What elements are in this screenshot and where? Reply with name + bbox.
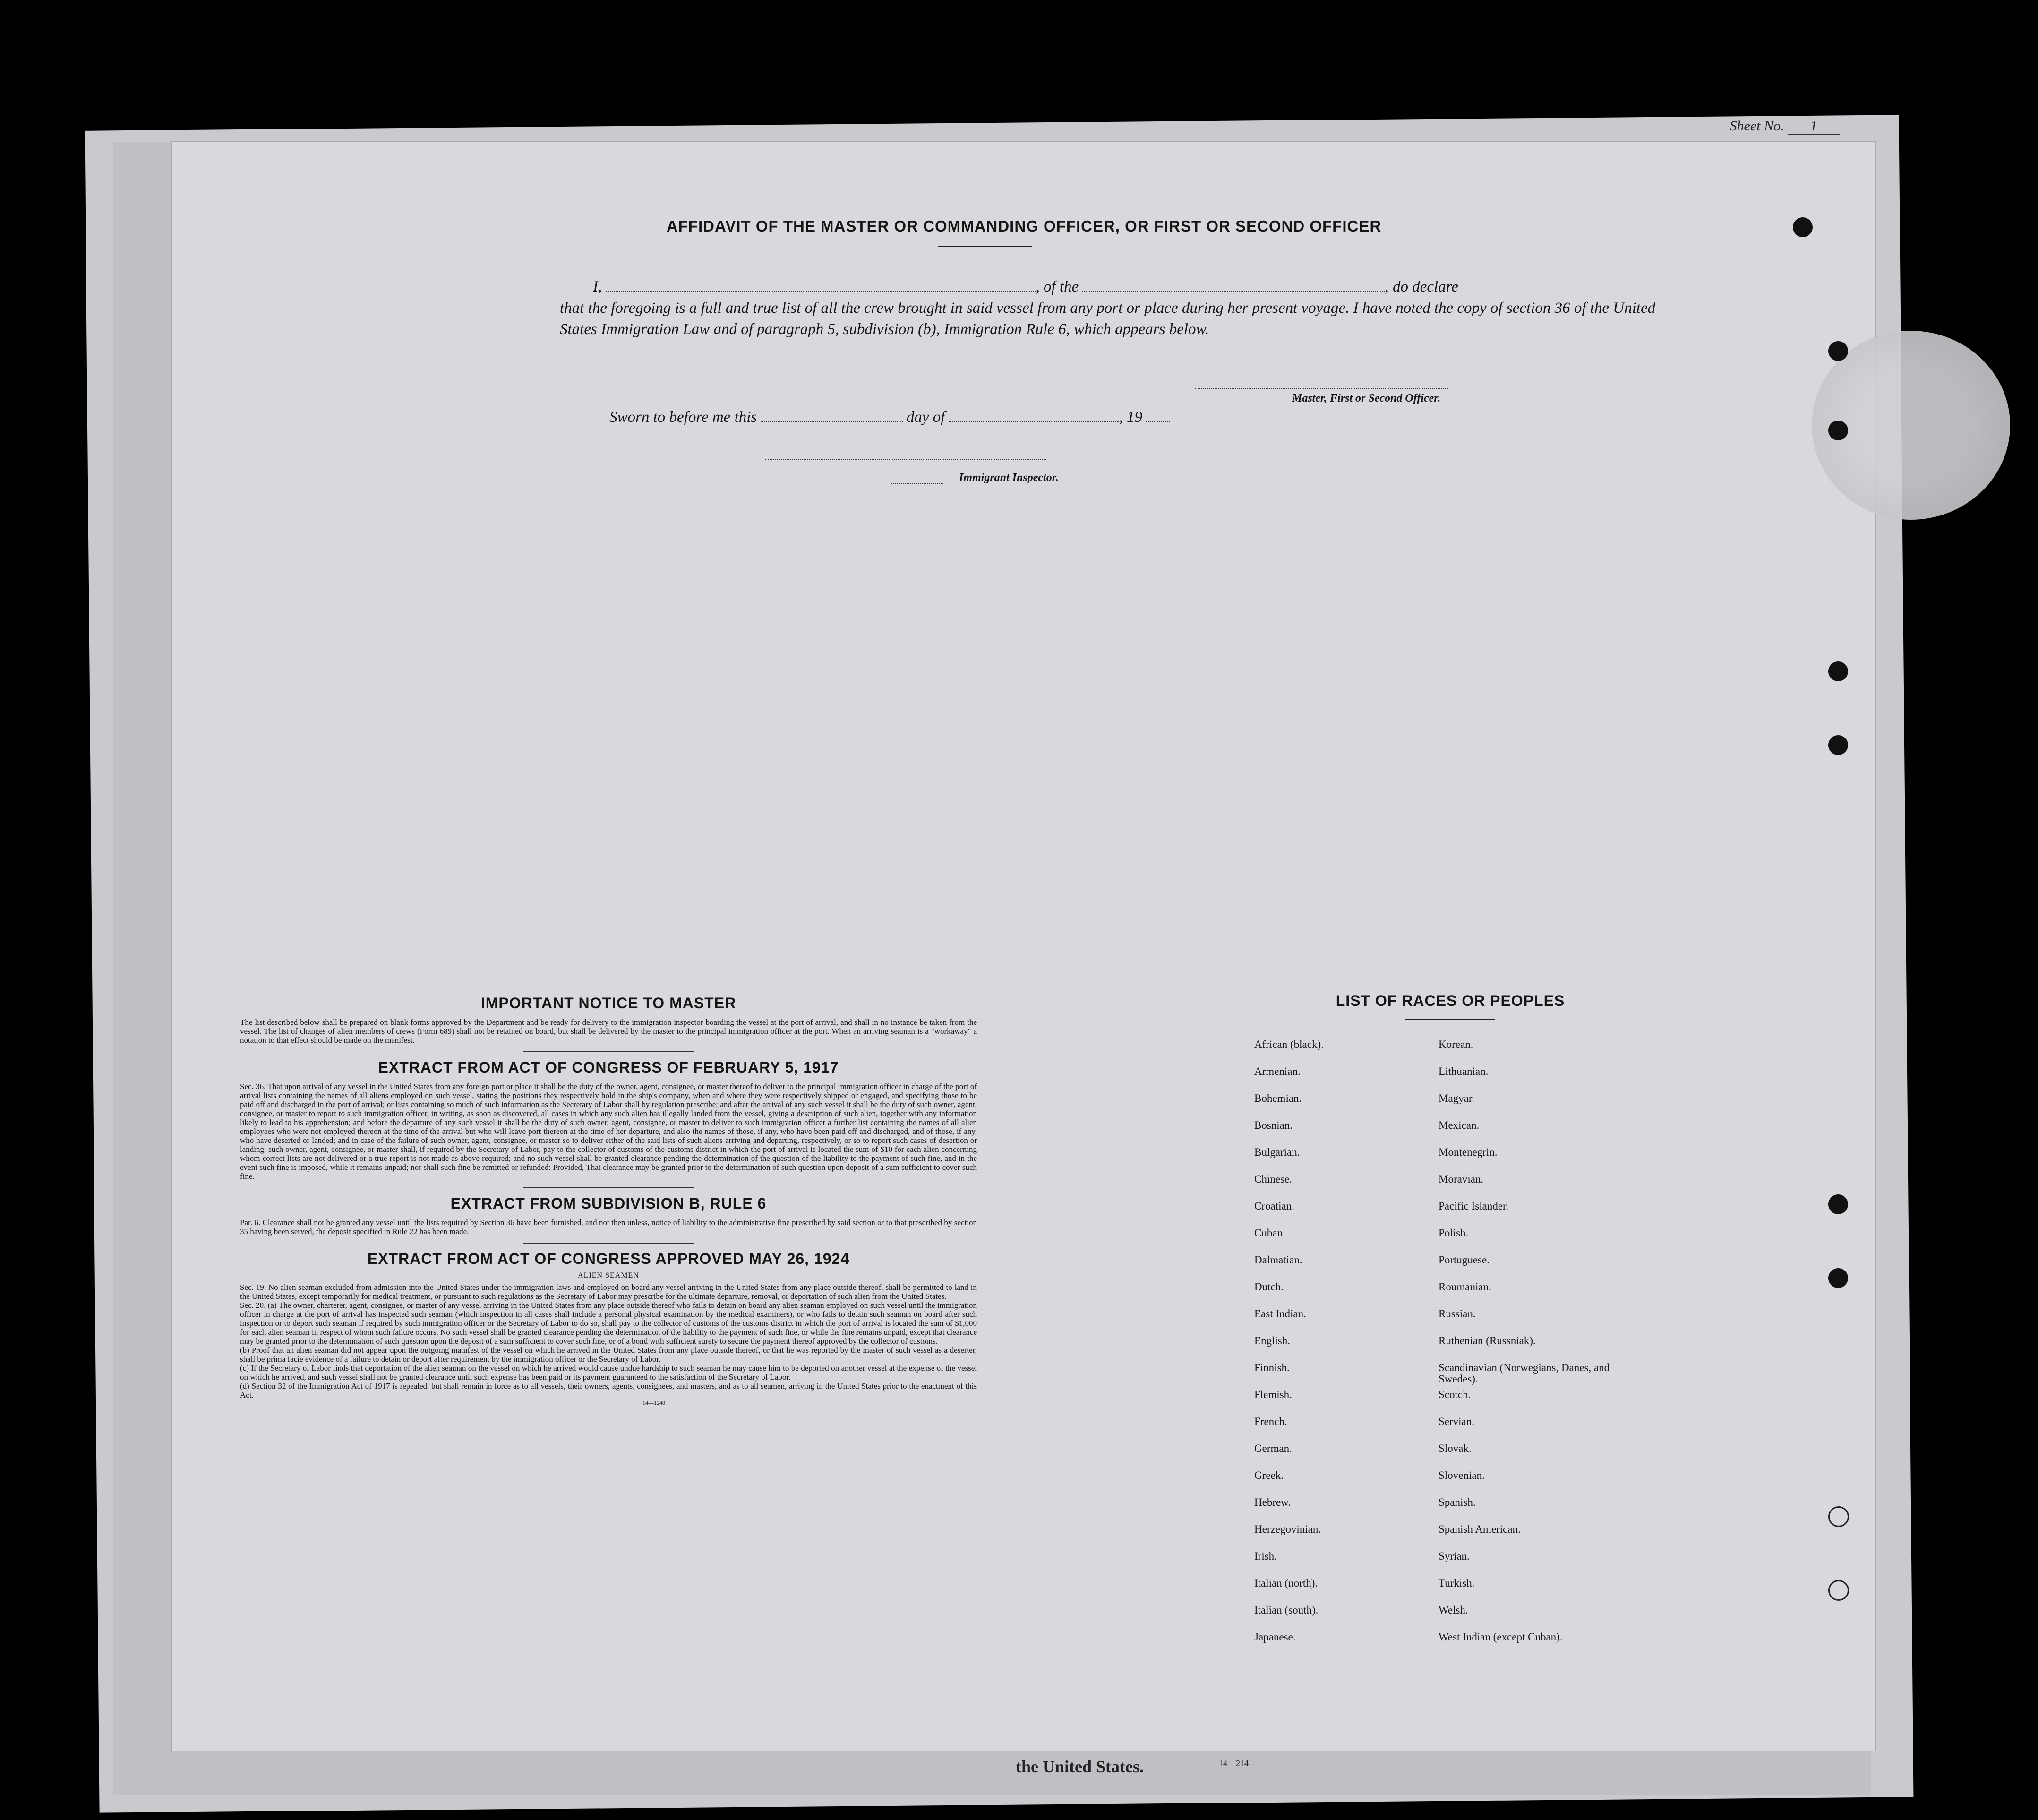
race-item: Armenian. [1254,1065,1301,1077]
race-item: Slovak. [1439,1442,1472,1454]
title-rule [938,246,1032,247]
punch-hole-icon [1828,1194,1848,1214]
name-blank[interactable] [606,278,1036,292]
race-item: French. [1254,1416,1287,1427]
race-item: Syrian. [1439,1550,1470,1562]
race-item: Spanish. [1439,1496,1476,1508]
race-item: African (black). [1254,1039,1324,1050]
race-item: Ruthenian (Russniak). [1439,1335,1536,1347]
extract-1924-sec19: Sec. 19. No alien seaman excluded from admission into the United States under the immigration laws and employed on board any vessel arriving in the United States from any place outside thereof, shall be permitted to land in the United States, except temporarily for medical treatment, or pursuant to such regulations as the Secretary of Labor may prescribe for the ultimate departure, removal, or deportation of such alien from the United States. [240,1283,977,1301]
race-item: Spanish American. [1439,1523,1521,1535]
race-item: Turkish. [1439,1577,1475,1589]
affidavit-i: I, [593,278,602,295]
punch-hole-icon [1828,341,1848,361]
affidavit-title: AFFIDAVIT OF THE MASTER OR COMMANDING OFFICER, OR FIRST OR SECOND OFFICER [666,217,1382,235]
document-page [172,142,1875,1751]
notices-column [240,995,977,1407]
section-divider [523,1243,694,1244]
race-item: Bohemian. [1254,1092,1302,1104]
alien-seamen-subtitle: ALIEN SEAMEN [578,1271,639,1279]
form-code: 14—1240 [642,1399,665,1406]
race-item: Scotch. [1439,1389,1471,1400]
race-item: Flemish. [1254,1389,1292,1400]
races-title: LIST OF RACES OR PEOPLES [1336,992,1565,1009]
race-item: Cuban. [1254,1227,1285,1239]
race-item: Slovenian. [1439,1469,1485,1481]
underlying-sheet-code: 14—214 [1219,1759,1249,1768]
race-item: Pacific Islander. [1439,1200,1509,1212]
races-title-rule [1405,1019,1495,1020]
race-item: Greek. [1254,1469,1284,1481]
race-item: Polish. [1439,1227,1469,1239]
affidavit-do-declare: , do declare [1385,278,1458,295]
race-item: Roumanian. [1439,1281,1491,1293]
race-item: Mexican. [1439,1119,1480,1131]
inspector-signature-line[interactable] [765,459,1046,460]
race-item: Servian. [1439,1416,1475,1427]
section-divider [523,1051,694,1052]
extract-1924-title: EXTRACT FROM ACT OF CONGRESS APPROVED MAY 26, 1924 [367,1250,850,1267]
race-item: Dalmatian. [1254,1254,1302,1266]
affidavit-body [560,276,1684,340]
sheet-number [1730,118,1840,135]
affidavit-of-the: , of the [1036,278,1079,295]
race-item: Russian. [1439,1308,1476,1320]
punch-hole-icon [1828,1580,1849,1601]
sworn-month-blank[interactable] [949,409,1119,422]
punch-hole-icon [1828,735,1848,755]
race-item: Welsh. [1439,1604,1468,1616]
rule-6-text: Par. 6. Clearance shall not be granted any vessel until the lists required by Section 36 have been furnished, and not then unless, notice of liability to the administrative fine prescribed by said section or to that prescribed by section 35 having been served, the deposit specified in Rule 22 has been made. [240,1218,977,1236]
sworn-day-of: day of [906,409,945,426]
affidavit-declaration-line [560,276,1684,298]
races-grid [1254,1039,1663,1658]
race-item: Scandinavian (Norwegians, Danes, and Swedes). [1439,1362,1610,1385]
race-item: Moravian. [1439,1173,1484,1185]
race-item: Croatian. [1254,1200,1294,1212]
underlying-sheet-text: the United States. [1016,1757,1144,1776]
race-item: Lithuanian. [1439,1065,1489,1077]
race-item: Korean. [1439,1039,1473,1050]
race-item: Bulgarian. [1254,1146,1300,1158]
extract-1917-title: EXTRACT FROM ACT OF CONGRESS OF FEBRUARY 5, 1917 [378,1059,839,1076]
inspector-label-dots [891,483,943,484]
extract-1924-sec20d: (d) Section 32 of the Immigration Act of 1917 is repealed, but shall remain in force as to all vessels, their owners, agents, consignees, and masters, and as to all seamen, arriving in the United States prior to the enactment of this Act. [240,1382,977,1399]
section-divider [523,1187,694,1188]
races-list [1238,992,1663,1658]
vessel-blank[interactable] [1082,278,1385,292]
race-item: Italian (north). [1254,1577,1318,1589]
affidavit-text: that the foregoing is a full and true list of all the crew brought in said vessel from any port or place during her present voyage. I have noted the copy of section 36 of the United States Immigration Law and of paragraph 5, subdivision (b), Immigration Rule 6, which appears below. [560,300,1656,338]
punch-hole-icon [1828,421,1848,440]
punch-hole-icon [1828,1268,1848,1288]
sheet-number-label: Sheet No. [1730,118,1784,134]
extract-1917-text: Sec. 36. That upon arrival of any vessel in the United States from any foreign port or place it shall be the duty of the owner, agent, consignee, or master thereof to deliver to the principal immigration officer in charge of the port of arrival lists containing the names of all aliens employed on such vessel, stating the positions they respectively hold in the ship's company, when and where they were respectively shipped or engaged, and specifying those to be paid off and discharged in the port of arrival; or lists containing so much of such information as the Secretary of Labor shall by regulation prescribe; and after the arrival of any such vessel it shall be the duty of such owner, agent, consignee, or master to report to such immigration officer, in writing, as soon as discovered, all cases in which any such alien has illegally landed from the vessel, giving a description of such alien, together with any information likely to lead to his apprehension; and before the departure of any such vessel it shall be the duty of such owner, agent, consignee, or master to deliver to such immigration officer a further list containing the names of all alien employees who were not employed thereon at the time of the arrival but who will leave port thereon at the time of her departure, and also the names of those, if any, who have been paid off and discharged, and of those, if any, who have deserted or landed; and in case of the failure of such owner, agent, consignee, or master so to deliver either of the said lists of such aliens arriving and departing, respectively, or so to report such cases of desertion or landing, such owner, agent, consignee, or master shall, if required by the Secretary of Labor, pay to the collector of customs of the customs district in which the port of arrival is located the sum of $10 for each alien concerning whom correct lists are not delivered or a true report is not made as above required; and no such vessel shall be granted clearance pending the determination of the question of the liability to the payment of such fine, and in the event such fine is imposed, while it remains unpaid; nor shall such fine be remitted or refunded: Provided, That clearance may be granted prior to the determination of such question upon deposit of a sum sufficient to cover such fine. [240,1082,977,1181]
race-item: Hebrew. [1254,1496,1291,1508]
race-item: Italian (south). [1254,1604,1319,1616]
notice-title: IMPORTANT NOTICE TO MASTER [480,995,736,1012]
extract-1924-sec20c: (c) If the Secretary of Labor finds that deportation of the alien seaman on the vessel on which he arrived would cause undue hardship to such seaman he may cause him to be deported on another vessel at the expense of the vessel on which he arrived, and such vessel shall not be granted clearance until such expense has been paid or its payment guaranteed to the satisfaction of the Secretary of Labor. [240,1364,977,1382]
punch-hole-icon [1828,661,1848,681]
race-item: German. [1254,1442,1292,1454]
race-item: Magyar. [1439,1092,1475,1104]
sworn-text: Sworn to before me this [609,409,757,426]
master-signature-label: Master, First or Second Officer. [1292,392,1441,404]
sworn-year-prefix: , 19 [1119,409,1143,426]
race-item: West Indian (except Cuban). [1439,1631,1563,1643]
race-item: Montenegrin. [1439,1146,1498,1158]
race-item: Irish. [1254,1550,1277,1562]
race-item: Japanese. [1254,1631,1296,1643]
race-item: Bosnian. [1254,1119,1293,1131]
rule-6-title: EXTRACT FROM SUBDIVISION B, RULE 6 [450,1195,767,1212]
race-item: East Indian. [1254,1308,1306,1320]
extract-1924-sec20b: (b) Proof that an alien seaman did not appear upon the outgoing manifest of the vessel on which he arrived in the United States from any place outside thereof, or that he was reported by the master of such vessel as a deserter, shall be prima facie evidence of a failure to detain or deport after requirement by the immigration officer or the Secretary of Labor. [240,1346,977,1364]
sheet-number-value: 1 [1788,118,1840,135]
inspector-label: Immigrant Inspector. [959,472,1059,484]
sworn-line [609,409,1170,426]
race-item: Dutch. [1254,1281,1284,1293]
extract-1924-sec20a: Sec. 20. (a) The owner, charterer, agent, consignee, or master of any vessel arriving in the United States from any place outside thereof who fails to detain on board any alien seaman employed on such vessel until the immigration officer in charge at the port of arrival has inspected such seaman (which inspection in all cases shall include a personal physical examination by the medical examiners), or who fails to detain such seaman on board after such inspection or to deport such seaman if required by such immigration officer or the Secretary of Labor to do so, shall pay to the collector of customs of the customs district in which the port of arrival is located the sum of $1,000 for each alien seaman in respect of whom such failure occurs. No such vessel shall be granted clearance pending the determination of the liability to the payment of such fine, or while the fine remains unpaid, except that clearance may be granted prior to the determination of such question upon the deposit of a sum sufficient to cover such fine, or of a bond with sufficient surety to secure the payment thereof approved by the collector of customs. [240,1301,977,1346]
race-item: English. [1254,1335,1291,1347]
sworn-day-blank[interactable] [761,409,903,422]
race-item: Chinese. [1254,1173,1292,1185]
race-item: Finnish. [1254,1362,1290,1374]
punch-hole-icon [1828,1506,1849,1527]
master-signature-line[interactable] [1195,388,1448,389]
race-item: Portuguese. [1439,1254,1490,1266]
race-item: Herzegovinian. [1254,1523,1321,1535]
sworn-year-blank[interactable] [1146,409,1170,422]
notice-text: The list described below shall be prepared on blank forms approved by the Department and be ready for delivery to the immigration inspector boarding the vessel at the port of arrival, and shall in no instance be taken from the vessel. The list of changes of alien members of crews (Form 689) shall not be retained on board, but shall be delivered by the master to the principal immigration officer at the port. When an arriving seaman is a "workaway" a notation to that effect should be made on the manifest. [240,1018,977,1045]
